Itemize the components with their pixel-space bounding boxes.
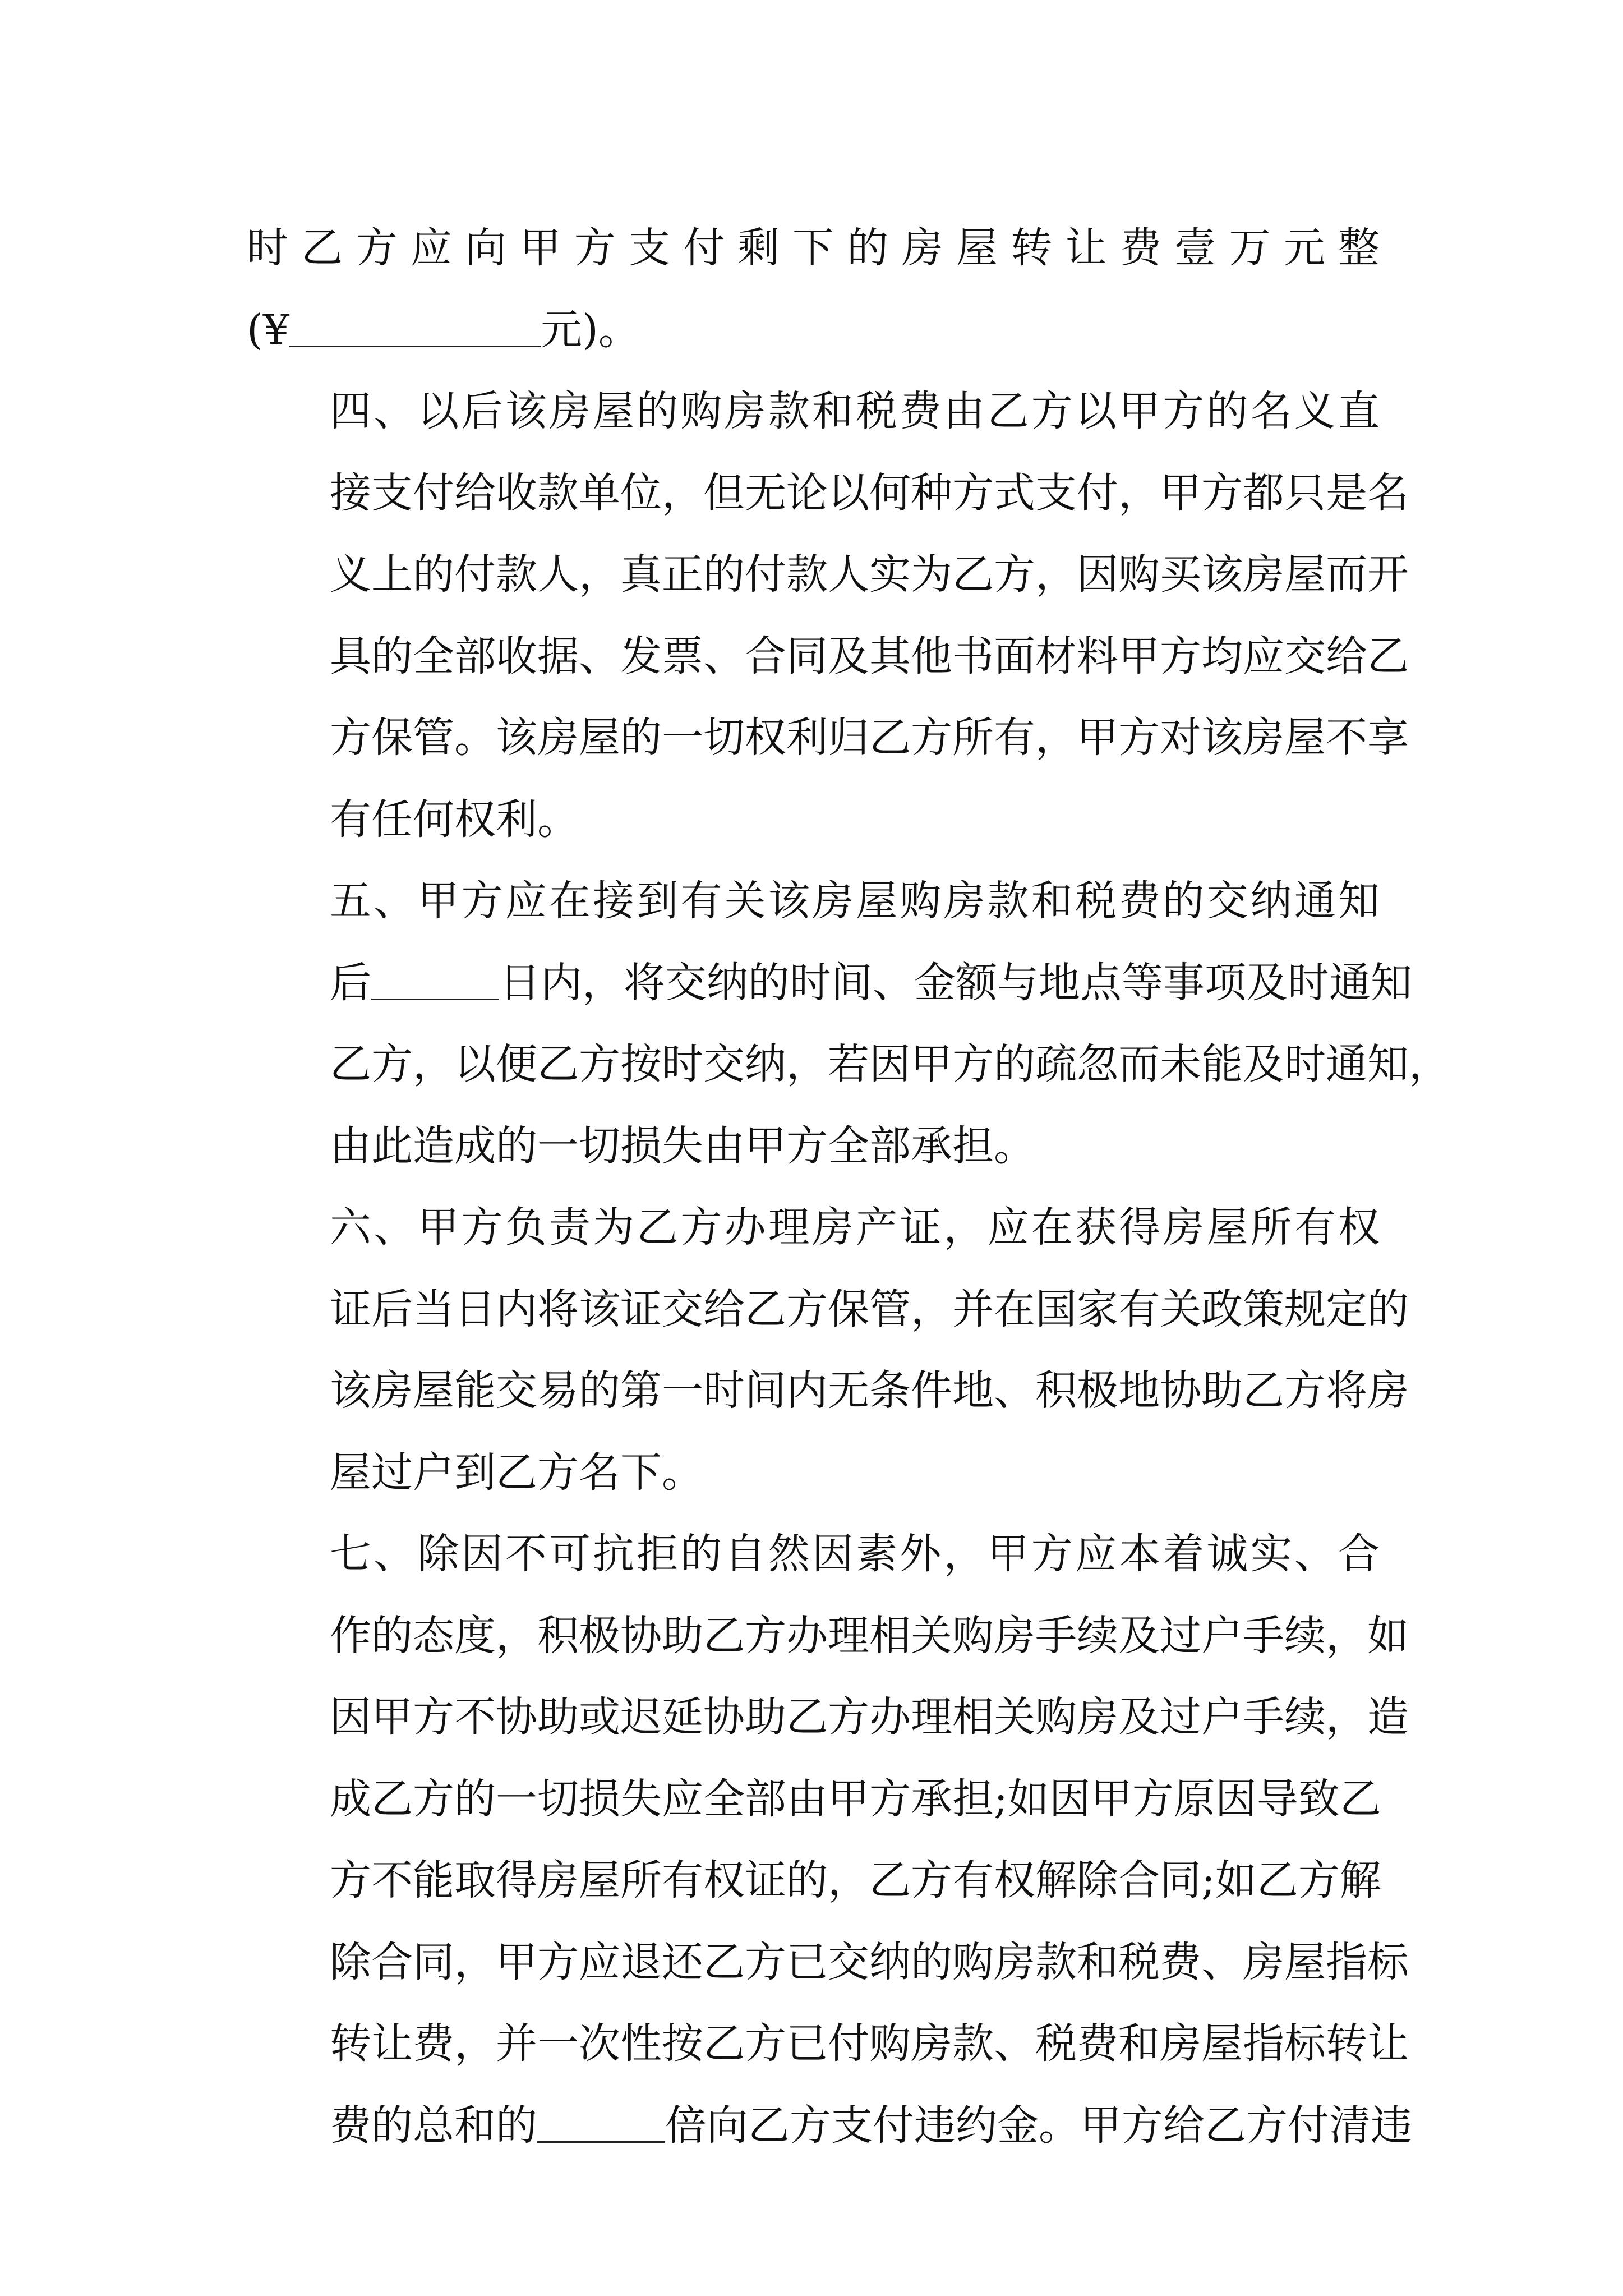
- text-line: 屋过户到乙方名下。: [330, 1448, 703, 1497]
- text-line: 六、甲方负责为乙方办理房产证，应在获得房屋所有权: [330, 1203, 1380, 1251]
- text-fragment: 后: [330, 958, 371, 1007]
- text-line: 方保管。该房屋的一切权利归乙方所有，甲方对该房屋不享: [330, 714, 1409, 762]
- text-line: 方不能取得房屋所有权证的，乙方有权解除合同;如乙方解: [330, 1856, 1381, 1904]
- text-line: 成乙方的一切损失应全部由甲方承担;如因甲方原因导致乙: [330, 1774, 1381, 1823]
- paragraph-4: [247, 371, 1409, 861]
- text-fragment: 费的总和的: [330, 2101, 537, 2150]
- text-line: 接支付给收款单位，但无论以何种方式支付，甲方都只是名: [330, 468, 1409, 517]
- text-line: [247, 289, 1380, 371]
- paragraph-6: [247, 1187, 1409, 1513]
- text-line: 义上的付款人，真正的付款人实为乙方，因购买该房屋而开: [330, 550, 1409, 599]
- text-line: 该房屋能交易的第一时间内无条件地、积极地协助乙方将房: [330, 1366, 1409, 1415]
- document-body: [247, 208, 1450, 2166]
- text-fragment: (¥: [247, 305, 289, 354]
- text-fragment: 日内，将交纳的时间、金额与地点等事项及时通知: [499, 958, 1412, 1007]
- text-line: 证后当日内将该证交给乙方保管，并在国家有关政策规定的: [330, 1285, 1409, 1333]
- paragraph-7: [247, 1513, 1412, 2166]
- text-fragment: 元)。: [540, 305, 640, 354]
- fill-in-blank[interactable]: [289, 312, 541, 347]
- paragraph-5: [247, 861, 1450, 1187]
- text-line: [247, 942, 1412, 1024]
- text-line: 由此造成的一切损失由甲方全部承担。: [330, 1121, 1035, 1170]
- text-line: 因甲方不协助或迟延协助乙方办理相关购房及过户手续，造: [330, 1693, 1409, 1741]
- text-line: 转让费，并一次性按乙方已付购房款、税费和房屋指标转让: [330, 2019, 1409, 2068]
- text-line: 有任何权利。: [330, 795, 579, 844]
- text-line: 作的态度，积极协助乙方办理相关购房手续及过户手续，如: [330, 1611, 1409, 1660]
- fill-in-blank[interactable]: [371, 965, 499, 1000]
- text-line: 除合同，甲方应退还乙方已交纳的购房款和税费、房屋指标: [330, 1938, 1409, 1986]
- text-line: [247, 2085, 1412, 2167]
- text-line: 时乙方应向甲方支付剩下的房屋转让费壹万元整: [247, 224, 1380, 272]
- text-line: 五、甲方应在接到有关该房屋购房款和税费的交纳通知: [330, 877, 1380, 925]
- text-fragment: 倍向乙方支付违约金。甲方给乙方付清违: [665, 2101, 1412, 2150]
- text-line: 七、除因不可抗拒的自然因素外，甲方应本着诚实、合: [330, 1530, 1380, 1578]
- text-line: 四、以后该房屋的购房款和税费由乙方以甲方的名义直: [330, 387, 1380, 435]
- text-line: 乙方，以便乙方按时交纳，若因甲方的疏忽而未能及时通知，: [330, 1040, 1450, 1088]
- text-line: 具的全部收据、发票、合同及其他书面材料甲方均应交给乙: [330, 632, 1409, 680]
- fill-in-blank[interactable]: [537, 2108, 665, 2143]
- paragraph-3-continuation: [247, 208, 1380, 371]
